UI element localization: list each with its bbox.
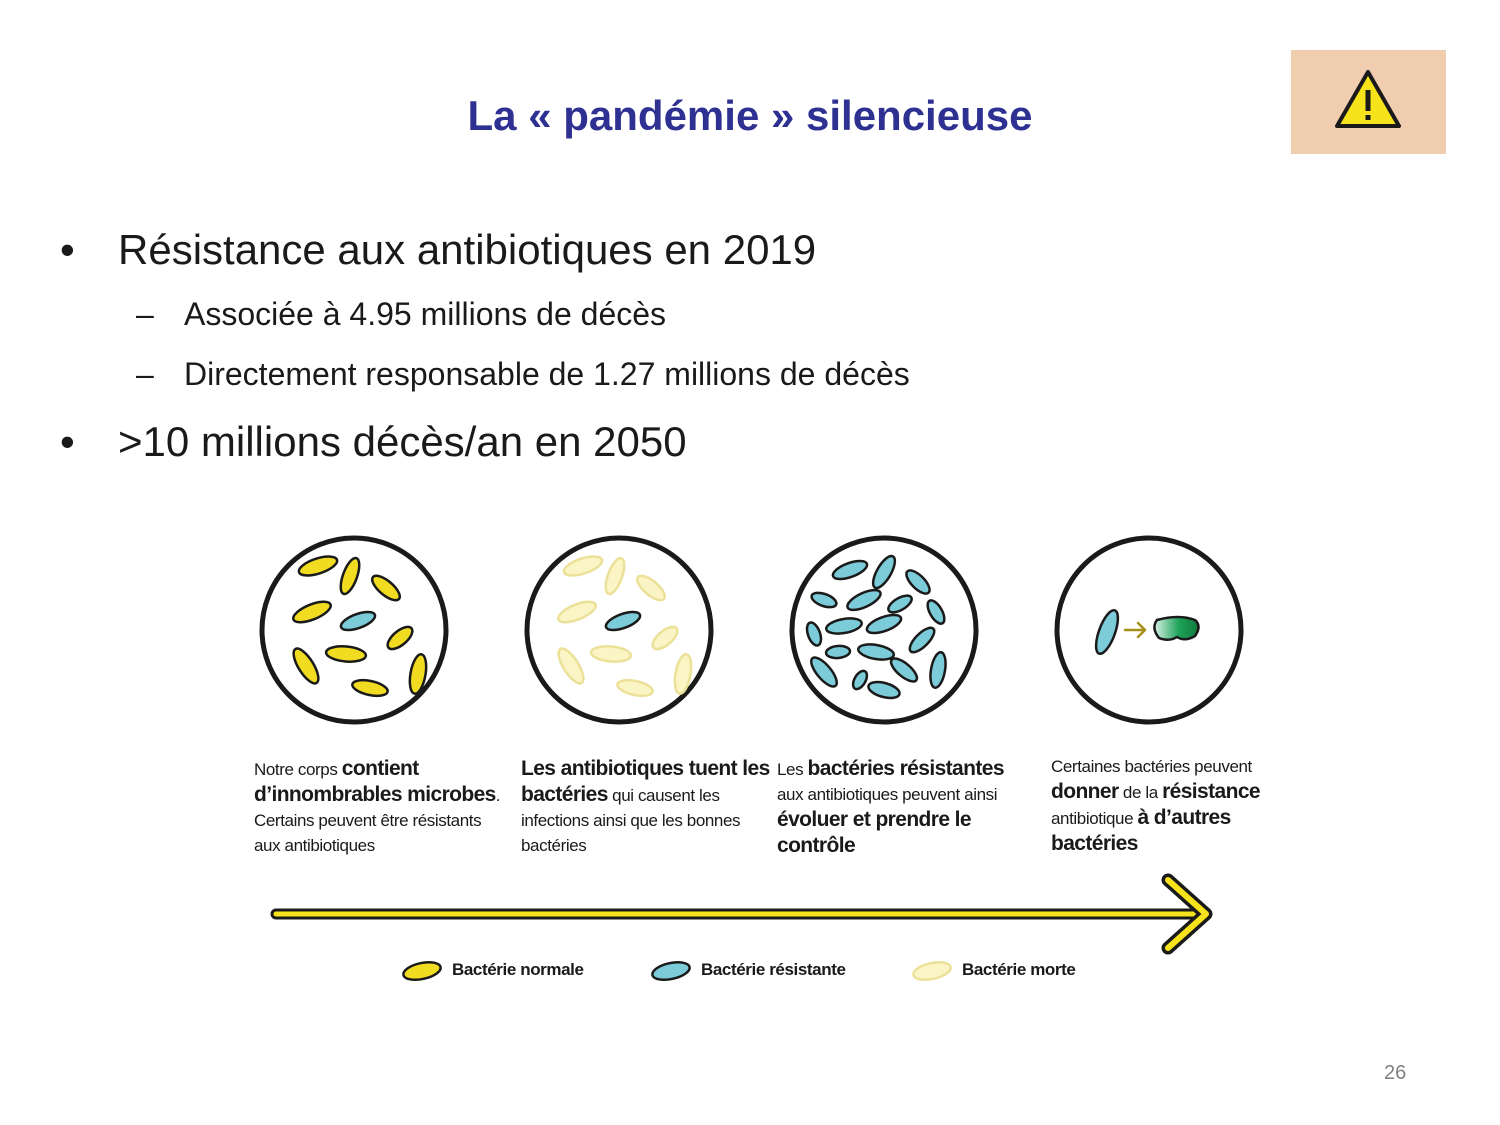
sub-bullet-text: Associée à 4.95 millions de décès (184, 296, 667, 332)
caption-text: de la (1118, 783, 1163, 802)
warning-triangle-icon (1333, 68, 1403, 130)
page-number: 26 (1384, 1062, 1407, 1084)
caption-text: qui causent les infections ainsi que les bonnes bactéries (521, 786, 741, 855)
bacterium-resistant-icon (649, 954, 693, 988)
caption-emphasis: résistance (1162, 780, 1260, 803)
caption-text: . Certains peuvent être résistants aux antibiotiques (254, 786, 501, 855)
dash-marker: – (136, 356, 154, 392)
bacterium-normal-icon (400, 954, 444, 988)
caption-emphasis: contient d’innombrables microbes (254, 757, 496, 806)
bullet-text: >10 millions décès/an en 2050 (118, 418, 687, 465)
bullet-marker: • (60, 418, 75, 465)
caption-emphasis: évoluer et prendre le contrôle (777, 808, 971, 857)
warning-badge (1291, 50, 1446, 154)
bullet-marker: • (60, 226, 75, 273)
caption-step-1 (254, 756, 504, 858)
slide-title: La « pandémie » silencieuse (467, 92, 1033, 139)
circle-resistant-take-over (784, 530, 984, 730)
dash-marker: – (136, 296, 154, 332)
caption-text: Certaines bactéries peuvent (1051, 757, 1252, 776)
legend-label: Bactérie normale (452, 960, 584, 979)
bacterium-dead-icon (910, 954, 954, 988)
caption-step-2 (521, 756, 771, 858)
sub-bullet-text: Directement responsable de 1.27 millions de décès (184, 356, 910, 392)
caption-text: Les (777, 760, 808, 779)
caption-step-4 (1051, 754, 1266, 857)
caption-emphasis: bactéries résistantes (807, 757, 1004, 780)
caption-emphasis: Les antibiotiques tuent les bactéries (521, 757, 770, 806)
caption-text: aux antibiotiques peuvent ainsi (777, 785, 998, 804)
timeline-arrow (270, 870, 1220, 962)
circle-resistance-transfer (1049, 530, 1249, 730)
legend-label: Bactérie morte (962, 960, 1076, 979)
circle-antibiotics-kill (519, 530, 719, 730)
antibiotic-resistance-infographic (240, 530, 1260, 1010)
circle-body-microbes (254, 530, 454, 730)
caption-text: Notre corps (254, 760, 342, 779)
caption-text: antibiotique (1051, 809, 1138, 828)
caption-emphasis: donner (1051, 780, 1119, 803)
caption-emphasis: à d’autres bactéries (1051, 806, 1231, 855)
legend-label: Bactérie résistante (701, 960, 846, 979)
bullet-text: Résistance aux antibiotiques en 2019 (118, 226, 817, 273)
caption-step-3 (777, 756, 1022, 859)
